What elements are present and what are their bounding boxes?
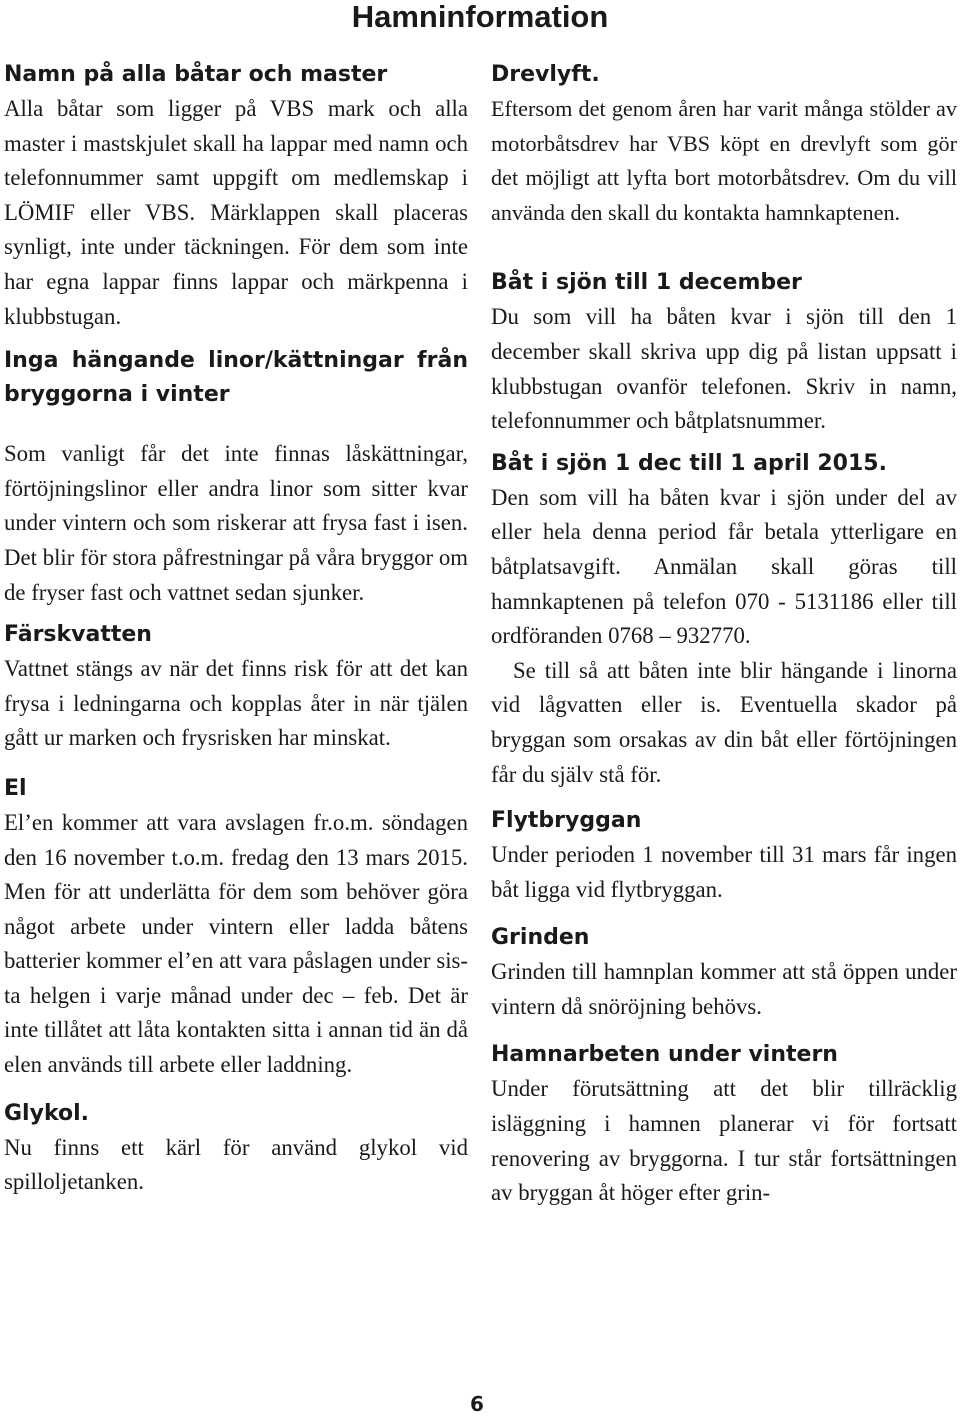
heading-namn: Namn på alla båtar och master (4, 62, 388, 87)
left-column (4, 58, 468, 1200)
text-el: El’en kommer att vara avslagen fr.o.m. söndagen den 16 november t.o.m. fredag den 13 mars 2015. Men för att underlätta för dem som behöver göra något arbete under vintern eller ladda båtens batterier kommer el’en att vara påslagen under sista helgen i varje månad under dec – feb. Det är inte tillåtet att låta kontakten sitta i annan tid än då elen används till arbete eller laddning. (4, 809, 468, 1078)
heading-farskvatten: Färskvatten (4, 622, 152, 648)
text-bat-april-2: Se till så att båten inte blir hängande i linorna vid lågvatten eller is. Eventuella skador på bryggan som orsakas av din båt eller förtöjningen får du själv stå för. (491, 657, 957, 787)
text-bat-april: Den som vill ha båten kvar i sjön under del av eller hela denna period får betala ytterligare en båtplatsavgift. Anmälan skall göras till hamnkaptenen på telefon 070 - 5131186 eller till ordföranden 0768 – 932770. (491, 484, 957, 649)
section-bat-dec (491, 266, 957, 438)
text-grinden: Grinden till hamnplan kommer att stå öppen under vintern då snöröjning behövs. (491, 959, 957, 1019)
text-farskvatten: Vattnet stängs av när det finns risk för att det kan frysa i ledningarna och kopplas åter in när tjälen gått ur marken och frysrisken har minskat. (4, 656, 468, 751)
text-glykol: Nu finns ett kärl för använd glykol vid spilloljetanken. (4, 1134, 468, 1195)
page-title (0, 0, 960, 34)
section-flytbryggan (491, 804, 957, 907)
section-linor (4, 344, 468, 610)
section-bat-april (491, 447, 957, 792)
heading-el: El (4, 775, 27, 801)
section-namn (4, 58, 468, 334)
text-drevlyft: Eftersom det genom åren har varit många stölder av motorbåtsdrev har VBS köpt en drevlyft som gör det möjligt att lyfta bort motorbåtsdrev. Om du vill använda den skall du kontakta hamnkaptenen. (491, 96, 957, 225)
heading-linor: Inga hängande linor/kättningar från bryggorna i vinter (4, 348, 468, 408)
page-title-text: Hamninformation (351, 0, 609, 34)
page-number: 6 (470, 1392, 484, 1416)
text-bat-dec: Du som vill ha båten kvar i sjön till den 1 december skall skriva upp dig på listan uppsatt i klubbstugan ovanför telefonen. Skriv in namn, telefonnummer och båtplatsnummer. (491, 304, 957, 434)
section-el (4, 772, 468, 1083)
section-drevlyft (491, 58, 957, 230)
section-farskvatten (4, 618, 468, 756)
heading-bat-dec: Båt i sjön till 1 december (491, 270, 802, 296)
text-namn: Alla båtar som ligger på VBS mark och alla master i mastskjulet skall ha lappar med namn och telefonnummer samt uppgift om medlemskap i LÖMIF eller VBS. Märklappen skall placeras synligt, inte under täckningen. För dem som inte har egna lappar finns lappar och märkpenna i klubbstugan. (4, 96, 468, 329)
right-column (491, 58, 957, 1211)
heading-grinden: Grinden (491, 925, 590, 951)
text-flytbryggan: Under perioden 1 november till 31 mars får ingen båt ligga vid flytbryggan. (491, 842, 957, 902)
heading-glykol: Glykol. (4, 1100, 89, 1126)
heading-hamnarbeten: Hamnarbeten under vintern (491, 1042, 838, 1068)
section-glykol (4, 1097, 468, 1200)
text-hamnarbeten: Under förutsättning att det blir tillräcklig isläggning i hamnen planerar vi för fortsatt renovering av bryggorna. I tur står fortsättningen av bryggan åt höger efter grin- (491, 1076, 957, 1206)
section-hamnarbeten (491, 1038, 957, 1210)
heading-bat-april: Båt i sjön 1 dec till 1 april 2015. (491, 450, 887, 476)
heading-drevlyft: Drevlyft. (491, 62, 600, 87)
section-grinden (491, 921, 957, 1024)
heading-flytbryggan: Flytbryggan (491, 808, 642, 834)
text-linor: Som vanligt får det inte finnas låskättningar, förtöjningslinor eller andra linor som sitter kvar under vintern och som riskerar att frysa fast i isen. Det blir för stora påfrestningar på våra bryggor om de fryser fast och vattnet sedan sjunker. (4, 441, 468, 605)
